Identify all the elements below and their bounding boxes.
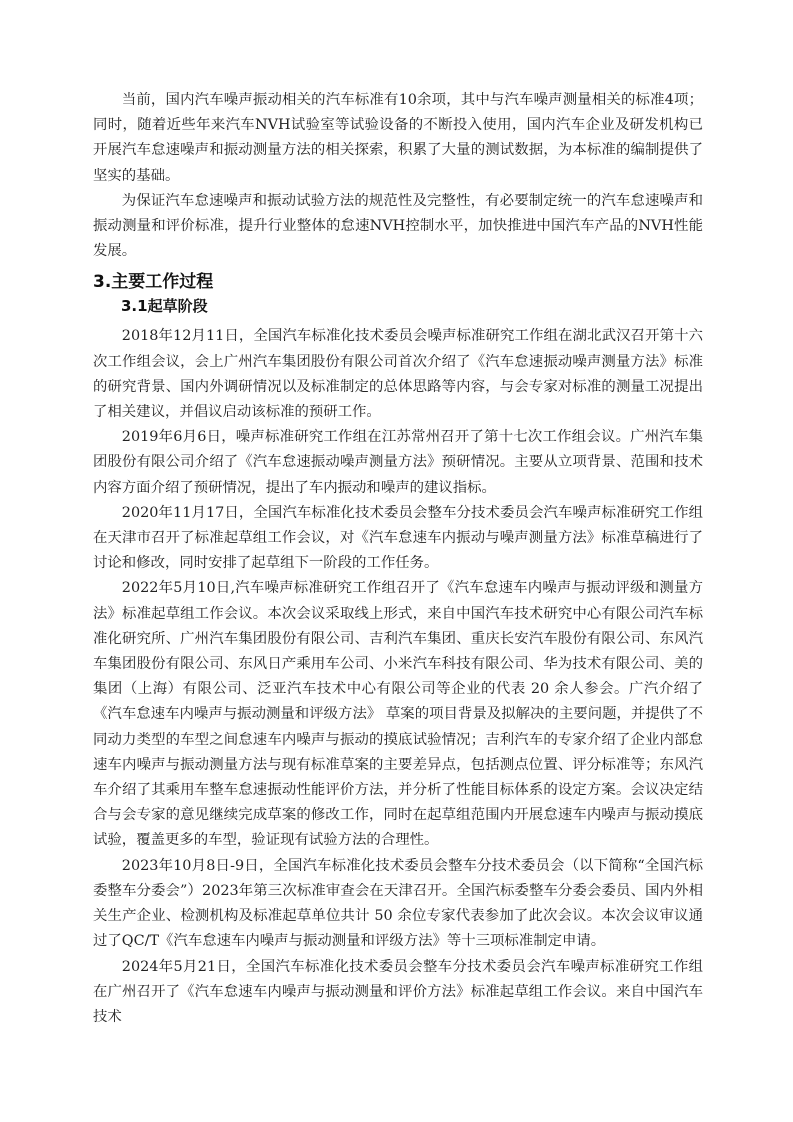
process-paragraph-2023: 2023年10月8日-9日，全国汽车标准化技术委员会整车分技术委员会（以下简称“全国汽标委整车分委会”）2023年第三次标准审查会在天津召开。全国汽标委整车分委会委员、国内外相关生产企业、检测机构及标准起草单位共计 50 余位专家代表参加了此次会议。本次会议审议通过了QC/T《汽车怠速车内噪声与振动测量和评级方法》等十三项标准制定申请。 — [93, 857, 703, 950]
section-heading: 3.主要工作过程 — [93, 272, 214, 293]
subsection-heading: 3.1起草阶段 — [121, 297, 208, 316]
intro-paragraph-1: 当前，国内汽车噪声振动相关的汽车标准有10余项，其中与汽车噪声测量相关的标准4项；同时，随着近些年来汽车NVH试验室等试验设备的不断投入使用，国内汽车企业及研发机构已开展汽车怠速噪声和振动测量方法的相关探索，积累了大量的测试数据，为本标准的编制提供了坚实的基础。 — [93, 92, 703, 184]
intro-paragraph-2: 为保证汽车怠速噪声和振动试验方法的规范性及完整性，有必要制定统一的汽车怠速噪声和振动测量和评价标准，提升行业整体的怠速NVH控制水平，加快推进中国汽车产品的NVH性能发展。 — [93, 192, 703, 260]
document-page — [93, 88, 703, 1030]
process-paragraph-2018: 2018年12月11日，全国汽车标准化技术委员会噪声标准研究工作组在湖北武汉召开第十六次工作组会议，会上广州汽车集团股份有限公司首次介绍了《汽车怠速振动噪声测量方法》标准的研究背景、国内外调研情况以及标准制定的总体思路等内容，与会专家对标准的测量工况提出了相关建议，并倡议启动该标准的预研工作。 — [93, 328, 703, 421]
process-paragraph-2024: 2024年5月21日，全国汽车标准化技术委员会整车分技术委员会汽车噪声标准研究工作组在广州召开了《汽车怠速车内噪声与振动测量和评价方法》标准起草组工作会议。来自中国汽车技术 — [93, 958, 703, 1025]
process-paragraph-2019: 2019年6月6日，噪声标准研究工作组在江苏常州召开了第十七次工作组会议。广州汽车集团股份有限公司介绍了《汽车怠速振动噪声测量方法》预研情况。主要从立项背景、范围和技术内容方面介绍了预研情况，提出了车内振动和噪声的建议指标。 — [93, 429, 703, 496]
process-paragraph-2022: 2022年5月10日,汽车噪声标准研究工作组召开了《汽车怠速车内噪声与振动评级和测量方法》标准起草组工作会议。本次会议采取线上形式，来自中国汽车技术研究中心有限公司汽车标准化研究所、广州汽车集团股份有限公司、吉利汽车集团、重庆长安汽车股份有限公司、东风汽车集团股份有限公司、东风日产乘用车公司、小米汽车科技有限公司、华为技术有限公司、美的集团（上海）有限公司、泛亚汽车技术中心有限公司等企业的代表 20 余人参会。广汽介绍了《汽车怠速车内噪声与振动测量和评级方法》 草案的项目背景及拟解决的主要问题，并提供了不同动力类型的车型之间怠速车内噪声与振动的摸底试验情况；吉利汽车的专家介绍了企业内部怠速车内噪声与振动测量方法与现有标准草案的主要差异点，包括测点位置、评分标准等；东风汽车介绍了其乘用车整车怠速振动性能评价方法，并分析了性能目标体系的设定方案。会议决定结合与会专家的意见继续完成草案的修改工作，同时在起草组范围内开展怠速车内噪声与振动摸底试验，覆盖更多的车型，验证现有试验方法的合理性。 — [93, 580, 703, 849]
process-paragraph-2020: 2020年11月17日，全国汽车标准化技术委员会整车分技术委员会汽车噪声标准研究工作组在天津市召开了标准起草组工作会议，对《汽车怠速车内振动与噪声测量方法》标准草稿进行了讨论和修改，同时安排了起草组下一阶段的工作任务。 — [93, 504, 703, 572]
